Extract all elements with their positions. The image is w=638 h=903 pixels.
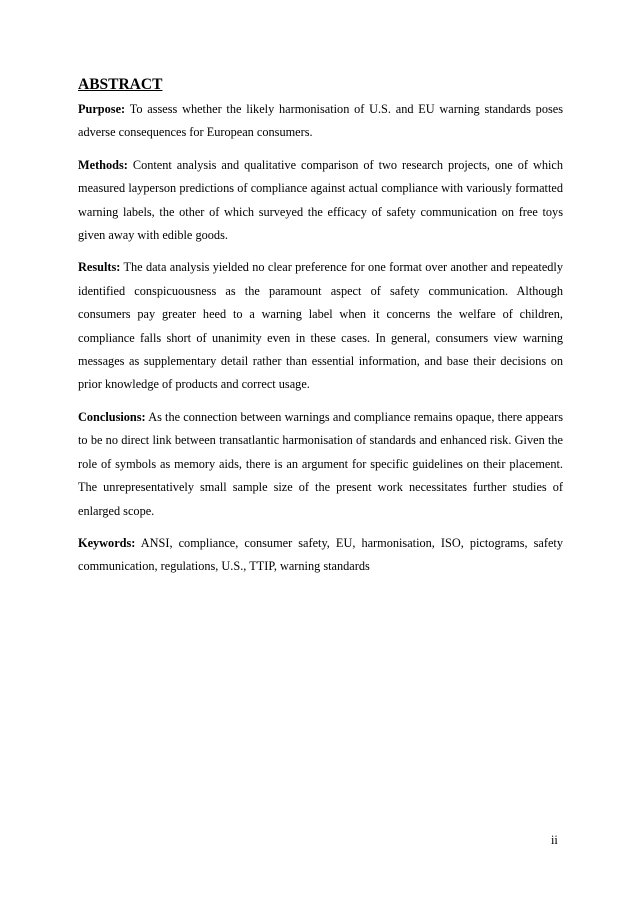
methods-label: Methods: bbox=[78, 157, 128, 172]
abstract-heading: ABSTRACT bbox=[78, 76, 163, 93]
purpose-label: Purpose: bbox=[78, 102, 126, 116]
results-paragraph bbox=[78, 256, 563, 396]
purpose-paragraph bbox=[78, 98, 563, 145]
methods-text: Content analysis and qualitative comparison of two research projects, one of which measured layperson predictions of compliance against actual compliance with variously formatted warning labels, the other of which surveyed the efficacy of safety communication on free toys given away with edible goods. bbox=[78, 157, 564, 243]
methods-paragraph bbox=[78, 154, 563, 248]
page-number: ii bbox=[551, 833, 558, 847]
conclusions-text: As the connection between warnings and compliance remains opaque, there appears to be no direct link between transatlantic harmonisation of standards and enhanced risk. Given the role of symbols as memory aids, there is an argument for specific guidelines on their placement. The unrepresentatively small sample size of the present work necessitates further studies of enlarged scope. bbox=[78, 409, 563, 518]
conclusions-label: Conclusions: bbox=[78, 409, 146, 424]
keywords-paragraph bbox=[78, 532, 563, 579]
results-label: Results: bbox=[78, 260, 121, 275]
document-page bbox=[78, 75, 563, 588]
results-text: The data analysis yielded no clear preference for one format over another and repeatedly identified conspicuousness as the paramount aspect of safety communication. Although consumers pay greater heed to a warning label when it concerns the welfare of children, compliance falls short of unanimity even in these cases. In general, consumers view warning messages as supplementary detail rather than essential information, and base their decisions on prior knowledge of products and correct usage. bbox=[78, 260, 563, 392]
keywords-label: Keywords: bbox=[78, 535, 136, 550]
conclusions-paragraph bbox=[78, 406, 563, 523]
keywords-text: ANSI, compliance, consumer safety, EU, harmonisation, ISO, pictograms, safety communication, regulations, U.S., TTIP, warning standards bbox=[78, 535, 563, 574]
purpose-text: To assess whether the likely harmonisation of U.S. and EU warning standards poses adverse consequences for European consumers. bbox=[78, 102, 563, 140]
